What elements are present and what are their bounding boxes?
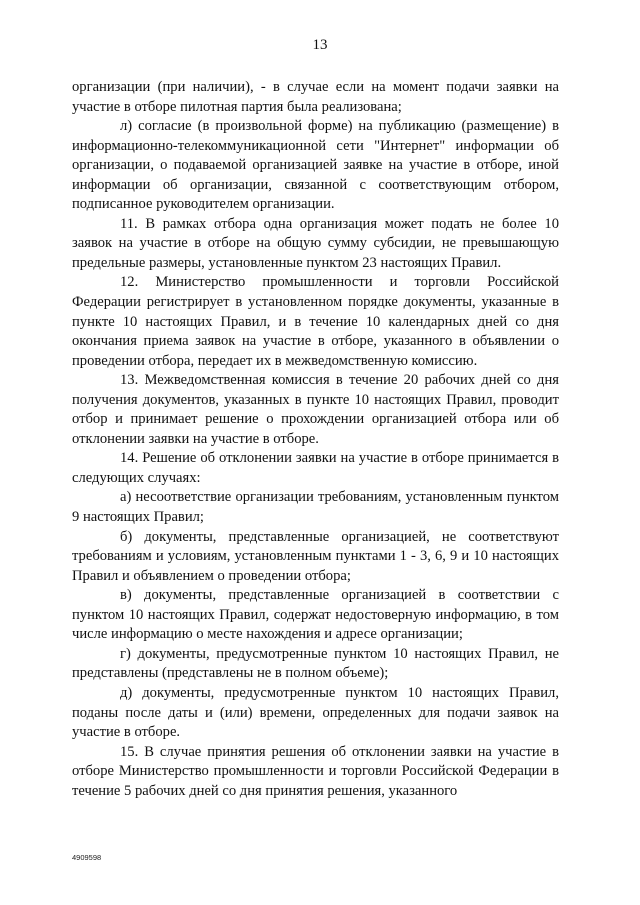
paragraph: д) документы, предусмотренные пунктом 10 настоящих Правил, поданы после даты и (или) времени, определенных для подачи заявок на участие в отборе. xyxy=(72,684,559,741)
paragraph: б) документы, представленные организацией, не соответствуют требованиям и условиям, установленным пунктами 1 - 3, 6, 9 и 10 настоящих Правил и объявлением о проведении отбора; xyxy=(72,528,559,584)
paragraph: а) несоответствие организации требованиям, установленным пунктом 9 настоящих Правил; xyxy=(72,489,559,526)
page-number: 13 xyxy=(312,37,328,53)
paragraph: 14. Решение об отклонении заявки на участие в отборе принимается в следующих случаях: xyxy=(72,450,559,486)
paragraph: 15. В случае принятия решения об отклонении заявки на участие в отборе Министерство промышленности и торговли Российской Федерации в течение 5 рабочих дней со дня принятия решения, указанного xyxy=(72,743,559,799)
paragraph: 13. Межведомственная комиссия в течение 20 рабочих дней со дня получения документов, указанных в пункте 10 настоящих Правил, проводит отбор и принимает решение о прохождении организацией отбора или об отклонении заявки на участие в отборе. xyxy=(72,372,559,447)
paragraph: г) документы, предусмотренные пунктом 10 настоящих Правил, не представлены (представлены не в полном объеме); xyxy=(72,645,559,682)
document-body xyxy=(72,78,559,801)
paragraph: л) согласие (в произвольной форме) на публикацию (размещение) в информационно-телекоммуникационной сети "Интернет" информации об организации, о подаваемой организацией заявке на участие в отборе, иной информации об организации, связанной с соответствующим отбором, подписанное руководителем организации. xyxy=(72,118,559,213)
document-id: 4909598 xyxy=(72,853,102,862)
paragraph: 12. Министерство промышленности и торговли Российской Федерации регистрирует в установленном порядке документы, указанные в пункте 10 настоящих Правил, и в течение 10 календарных дней со дня окончания приема заявок на участие в отборе, указанного в объявлении о проведении отбора, передает их в межведомственную комиссию. xyxy=(72,274,559,369)
paragraph: 11. В рамках отбора одна организация может подать не более 10 заявок на участие в отборе на общую сумму субсидии, не превышающую предельные размеры, установленные пунктом 23 настоящих Правил. xyxy=(72,215,559,271)
paragraph: в) документы, представленные организацией в соответствии с пунктом 10 настоящих Правил, содержат недостоверную информацию, в том числе информацию о месте нахождения и адресе организации; xyxy=(72,587,559,643)
paragraph: организации (при наличии), - в случае если на момент подачи заявки на участие в отборе пилотная партия была реализована; xyxy=(72,79,559,115)
